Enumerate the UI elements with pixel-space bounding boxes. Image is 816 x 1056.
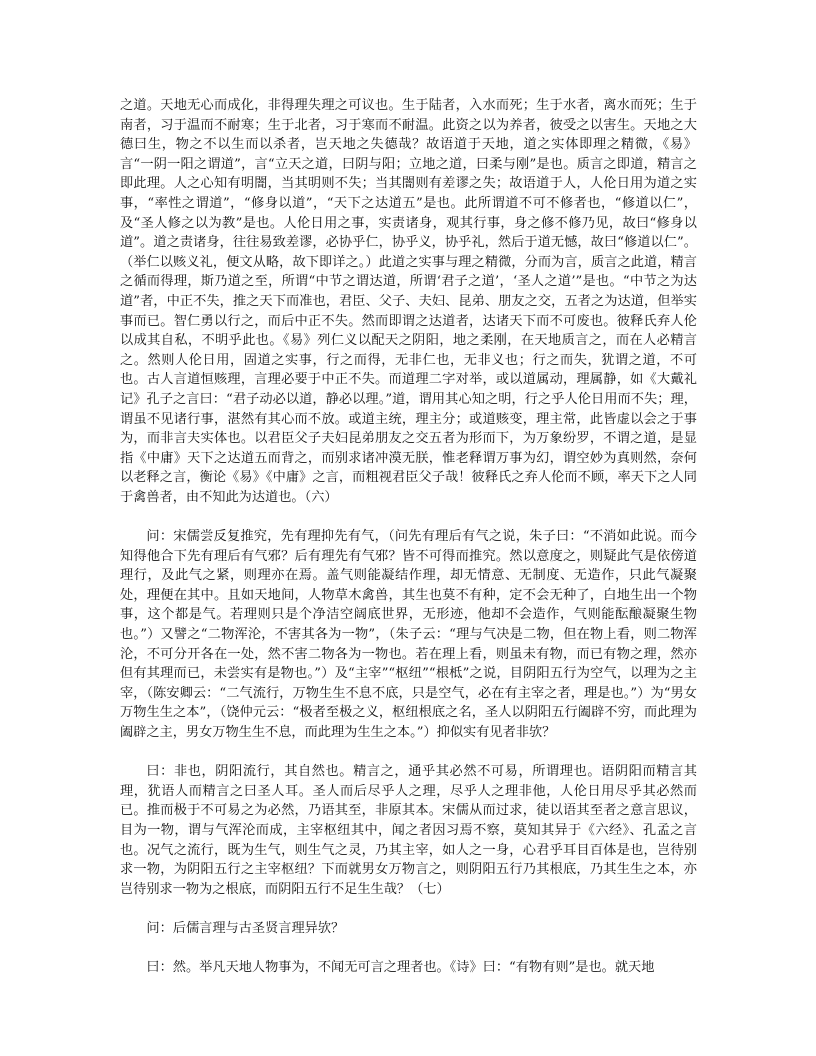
paragraph-1: 之道。天地无心而成化，非得理失理之可议也。生于陆者，入水而死；生于水者，离水而死；生于南者，习于温而不耐寒；生于北者，习于寒而不耐温。此资之以为养者，彼受之以害生。天地之大德曰生，物之不以生而以杀者，岂天地之失德哉？故语道于天地，道之实体即理之精微，《易》言“一阴一阳之谓道”，言“立天之道，曰阴与阳；立地之道，曰柔与刚”是也。质言之即道，精言之即此理。人之心知有明闇，当其明则不失；当其闇则有差谬之失；故语道于人，人伦日用为道之实事，“率性之谓道”，“修身以道”，“天下之达道五”是也。此所谓道不可不修者也，“修道以仁”，及“圣人修之以为教”是也。人伦日用之事，实责诸身，观其行事，身之修不修乃见，故曰“修身以道”。道之责诸身，往往易致差谬，必协乎仁，协乎义，协乎礼，然后于道无憾，故曰“修道以仁”。（举仁以赅义礼，便文从略，故下即详之。）此道之实事与理之精微，分而为言，质言之此道，精言之循而得理，斯乃道之至，所谓“中节之谓达道，所谓‘君子之道’，‘圣人之道’”是也。“中节之为达道”者，中正不失，推之天下而准也，君臣、父子、夫妇、昆弟、朋友之交，五者之为达道，但举实事而已。智仁勇以行之，而后中正不失。然而即谓之达道者，达诸天下而不可废也。彼释氏弃人伦以成其自私，不明乎此也。《易》列仁义以配天之阴阳，地之柔刚，在天地质言之，而在人必精言之。然则人伦日用，固道之实事，行之而得，无非仁也，无非义也；行之而失，犹谓之道，不可也。古人言道恒赅理，言理必要于中正不失。而道理二字对举，或以道属动，理属静，如《大戴礼记》孔子之言曰：“君子动必以道，静必以理。”道，谓用其心知之明，行之乎人伦日用而不失；理，谓虽不见诸行事，湛然有其心而不放。或道主统，理主分；或道赅变，理主常，此皆虚以会之于事为，而非言夫实体也。以君臣父子夫妇昆弟朋友之交五者为形而下，为万象纷罗，不谓之道，是显指《中庸》天下之达道五而背之，而别求诸冲漠无朕，惟老释谓万事为幻，谓空妙为真则然，奈何以老释之言，衡论《易》《中庸》之言，而粗视君臣父子哉！彼释氏之弃人伦而不顾，率天下之人同于禽兽者，由不知此为达道也。（六） <box>120 98 697 505</box>
paragraph-3: 曰：非也，阴阳流行，其自然也。精言之，通乎其必然不可易，所谓理也。语阴阳而精言其理，犹语人而精言之曰圣人耳。圣人而后尽乎人之理，尽乎人之理非他，人伦日用尽乎其必然而已。推而极于不可易之为必然，乃语其至，非原其本。宋儒从而过求，徒以语其至者之意言思议，目为一物，谓与气浑沦而成，主宰枢纽其中，闻之者因习焉不察，莫知其异于《六经》、孔孟之言也。况气之流行，既为生气，则生气之灵，乃其主宰，如人之一身，心君乎耳目百体是也，岂待别求一物，为阴阳五行之主宰枢纽？下而就男女万物言之，则阴阳五行乃其根底，乃其生生之本，亦岂待别求一物为之根底，而阴阳五行不足生生哉？（七） <box>120 764 697 897</box>
document-page <box>120 96 697 978</box>
paragraph-5: 曰：然。举凡天地人物事为，不闻无可言之理者也。《诗》曰：“有物有则”是也。就天地 <box>146 960 655 976</box>
paragraph-2: 问：宋儒尝反复推究，先有理抑先有气，（问先有理后有气之说，朱子曰：“不消如此说。而今知得他合下先有理后有气邪？后有理先有气邪？皆不可得而推究。然以意度之，则疑此气是依傍道理行，及此气之紧，则理亦在焉。盖气则能凝结作理，却无情意、无制度、无造作，只此气凝聚处，理便在其中。且如天地间，人物草木禽兽，其生也莫不有种，定不会无种了，白地生出一个物事，这个都是气。若理则只是个净洁空阔底世界，无形迹，他却不会造作，气则能酝酿凝聚生物也。”）又譬之“二物浑沦，不害其各为一物”，（朱子云：“理与气决是二物，但在物上看，则二物浑沦，不可分开各在一处，然不害二物各为一物也。若在理上看，则虽未有物，而已有物之理，然亦但有其理而已，未尝实有是物也。”）及“主宰”“枢纽”“根柢”之说，目阴阳五行为空气，以理为之主宰，（陈安卿云：“二气流行，万物生生不息不底，只是空气，必在有主宰之者，理是也。”）为“男女万物生生之本”，（饶仲元云：“极者至极之义，枢纽根底之名，圣人以阴阳五行阖辟不穷，而此理为阖辟之主，男女万物生生不息，而此理为生生之本。”）抑似实有见者非欤？ <box>120 529 697 740</box>
paragraph-4: 问：后儒言理与古圣贤言理异欤？ <box>146 920 345 936</box>
